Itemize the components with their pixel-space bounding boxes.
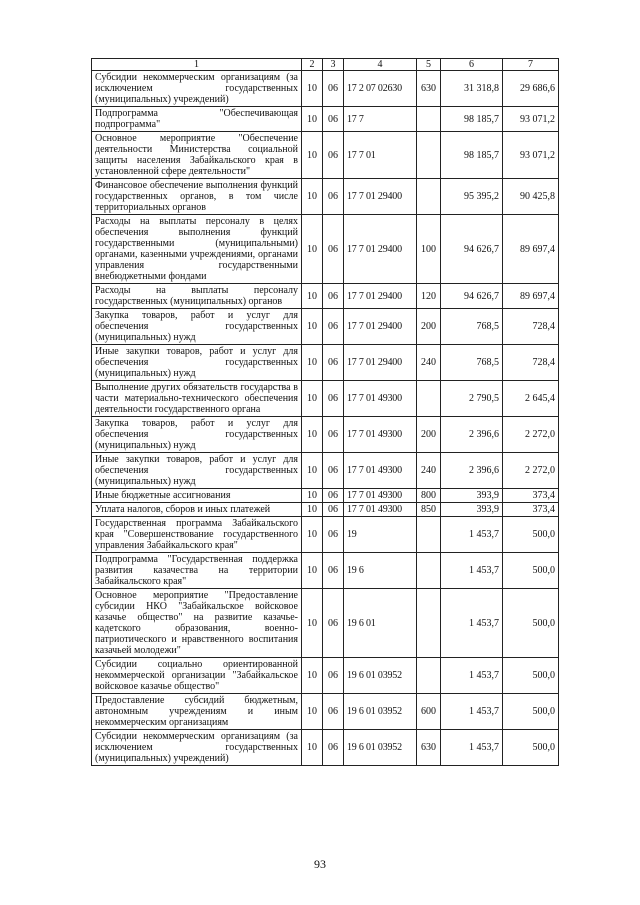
target-article-code-cell: 17 7 01 29400 xyxy=(344,345,417,381)
section-code-cell: 10 xyxy=(302,489,323,503)
amount-year2-cell: 89 697,4 xyxy=(503,215,559,284)
section-code-cell: 10 xyxy=(302,132,323,179)
table-row xyxy=(92,284,559,309)
amount-year1-cell: 2 396,6 xyxy=(441,453,503,489)
row-name-cell: Уплата налогов, сборов и иных платежей xyxy=(92,503,302,517)
column-header: 1 xyxy=(92,59,302,71)
section-code-cell: 10 xyxy=(302,730,323,766)
section-code-cell: 10 xyxy=(302,107,323,132)
section-code-cell: 10 xyxy=(302,417,323,453)
table-row xyxy=(92,107,559,132)
column-header: 6 xyxy=(441,59,503,71)
amount-year2-cell: 89 697,4 xyxy=(503,284,559,309)
expense-type-code-cell: 200 xyxy=(417,417,441,453)
row-name-cell: Подпрограмма "Обеспечивающая подпрограмма" xyxy=(92,107,302,132)
table-row xyxy=(92,215,559,284)
section-code-cell: 10 xyxy=(302,284,323,309)
amount-year2-cell: 373,4 xyxy=(503,503,559,517)
row-name-cell: Расходы на выплаты персоналу в целях обеспечения выполнения функций государственными (муниципальными) органами, казенными учреждениями, органами управления государственными внебюджетными фондами xyxy=(92,215,302,284)
amount-year2-cell: 500,0 xyxy=(503,658,559,694)
table-row xyxy=(92,503,559,517)
expense-type-code-cell xyxy=(417,517,441,553)
expense-type-code-cell xyxy=(417,179,441,215)
amount-year1-cell: 1 453,7 xyxy=(441,553,503,589)
row-name-cell: Закупка товаров, работ и услуг для обеспечения государственных (муниципальных) нужд xyxy=(92,417,302,453)
target-article-code-cell: 19 6 01 03952 xyxy=(344,658,417,694)
amount-year1-cell: 2 790,5 xyxy=(441,381,503,417)
amount-year2-cell: 2 272,0 xyxy=(503,453,559,489)
amount-year2-cell: 500,0 xyxy=(503,517,559,553)
column-header: 4 xyxy=(344,59,417,71)
expense-type-code-cell xyxy=(417,589,441,658)
section-code-cell: 10 xyxy=(302,553,323,589)
subsection-code-cell: 06 xyxy=(323,345,344,381)
subsection-code-cell: 06 xyxy=(323,381,344,417)
subsection-code-cell: 06 xyxy=(323,107,344,132)
amount-year1-cell: 768,5 xyxy=(441,309,503,345)
amount-year1-cell: 393,9 xyxy=(441,503,503,517)
target-article-code-cell: 17 7 01 29400 xyxy=(344,215,417,284)
subsection-code-cell: 06 xyxy=(323,132,344,179)
expense-type-code-cell: 100 xyxy=(417,215,441,284)
target-article-code-cell: 17 7 01 49300 xyxy=(344,453,417,489)
amount-year2-cell: 728,4 xyxy=(503,309,559,345)
target-article-code-cell: 17 7 01 49300 xyxy=(344,417,417,453)
target-article-code-cell: 17 7 01 49300 xyxy=(344,503,417,517)
subsection-code-cell: 06 xyxy=(323,694,344,730)
target-article-code-cell: 17 7 01 29400 xyxy=(344,179,417,215)
row-name-cell: Финансовое обеспечение выполнения функций государственных органов, в том числе территориальных органов xyxy=(92,179,302,215)
row-name-cell: Выполнение других обязательств государства в части материально-технического обеспечения деятельности государственного органа xyxy=(92,381,302,417)
target-article-code-cell: 19 6 01 03952 xyxy=(344,730,417,766)
column-header: 2 xyxy=(302,59,323,71)
target-article-code-cell: 19 6 xyxy=(344,553,417,589)
row-name-cell: Основное мероприятие "Обеспечение деятельности Министерства социальной защиты населения Забайкальского края в установленной сфере деятельности" xyxy=(92,132,302,179)
row-name-cell: Основное мероприятие "Предоставление субсидии НКО "Забайкальское войсковое казачье общество" на развитие казачье-кадетского образования, военно-патриотического и нравственного воспитания казачьей молодежи" xyxy=(92,589,302,658)
row-name-cell: Субсидии социально ориентированной некоммерческой организации "Забайкальское войсковое казачье общество" xyxy=(92,658,302,694)
subsection-code-cell: 06 xyxy=(323,284,344,309)
expense-type-code-cell: 630 xyxy=(417,730,441,766)
amount-year2-cell: 500,0 xyxy=(503,730,559,766)
row-name-cell: Иные бюджетные ассигнования xyxy=(92,489,302,503)
amount-year1-cell: 98 185,7 xyxy=(441,107,503,132)
amount-year1-cell: 94 626,7 xyxy=(441,215,503,284)
subsection-code-cell: 06 xyxy=(323,489,344,503)
table-row xyxy=(92,589,559,658)
target-article-code-cell: 17 7 01 29400 xyxy=(344,309,417,345)
amount-year1-cell: 95 395,2 xyxy=(441,179,503,215)
target-article-code-cell: 17 2 07 02630 xyxy=(344,71,417,107)
row-name-cell: Предоставление субсидий бюджетным, автономным учреждениям и иным некоммерческим организациям xyxy=(92,694,302,730)
table-row xyxy=(92,381,559,417)
amount-year1-cell: 1 453,7 xyxy=(441,730,503,766)
table-row xyxy=(92,453,559,489)
expense-type-code-cell: 120 xyxy=(417,284,441,309)
row-name-cell: Иные закупки товаров, работ и услуг для обеспечения государственных (муниципальных) нужд xyxy=(92,345,302,381)
amount-year1-cell: 31 318,8 xyxy=(441,71,503,107)
subsection-code-cell: 06 xyxy=(323,453,344,489)
subsection-code-cell: 06 xyxy=(323,658,344,694)
row-name-cell: Закупка товаров, работ и услуг для обеспечения государственных (муниципальных) нужд xyxy=(92,309,302,345)
row-name-cell: Подпрограмма "Государственная поддержка развития казачества на территории Забайкальского края" xyxy=(92,553,302,589)
section-code-cell: 10 xyxy=(302,179,323,215)
expense-type-code-cell: 600 xyxy=(417,694,441,730)
amount-year1-cell: 768,5 xyxy=(441,345,503,381)
subsection-code-cell: 06 xyxy=(323,179,344,215)
section-code-cell: 10 xyxy=(302,345,323,381)
amount-year2-cell: 500,0 xyxy=(503,694,559,730)
section-code-cell: 10 xyxy=(302,589,323,658)
section-code-cell: 10 xyxy=(302,658,323,694)
table-row xyxy=(92,694,559,730)
target-article-code-cell: 19 xyxy=(344,517,417,553)
section-code-cell: 10 xyxy=(302,309,323,345)
row-name-cell: Субсидии некоммерческим организациям (за исключением государственных (муниципальных) учреждений) xyxy=(92,730,302,766)
table-row xyxy=(92,730,559,766)
table-row xyxy=(92,417,559,453)
subsection-code-cell: 06 xyxy=(323,730,344,766)
target-article-code-cell: 17 7 01 49300 xyxy=(344,489,417,503)
table-row xyxy=(92,71,559,107)
row-name-cell: Субсидии некоммерческим организациям (за исключением государственных (муниципальных) учреждений) xyxy=(92,71,302,107)
amount-year2-cell: 2 645,4 xyxy=(503,381,559,417)
table-row xyxy=(92,309,559,345)
amount-year2-cell: 2 272,0 xyxy=(503,417,559,453)
row-name-cell: Иные закупки товаров, работ и услуг для обеспечения государственных (муниципальных) нужд xyxy=(92,453,302,489)
expense-type-code-cell: 850 xyxy=(417,503,441,517)
target-article-code-cell: 17 7 01 49300 xyxy=(344,381,417,417)
column-header: 7 xyxy=(503,59,559,71)
column-header: 3 xyxy=(323,59,344,71)
amount-year1-cell: 1 453,7 xyxy=(441,658,503,694)
row-name-cell: Расходы на выплаты персоналу государственных (муниципальных) органов xyxy=(92,284,302,309)
subsection-code-cell: 06 xyxy=(323,503,344,517)
amount-year1-cell: 94 626,7 xyxy=(441,284,503,309)
table-row xyxy=(92,517,559,553)
amount-year2-cell: 29 686,6 xyxy=(503,71,559,107)
table-row xyxy=(92,179,559,215)
subsection-code-cell: 06 xyxy=(323,71,344,107)
expense-type-code-cell xyxy=(417,658,441,694)
table-row xyxy=(92,345,559,381)
expense-type-code-cell: 800 xyxy=(417,489,441,503)
table-row xyxy=(92,553,559,589)
expense-type-code-cell: 240 xyxy=(417,453,441,489)
expense-type-code-cell: 630 xyxy=(417,71,441,107)
amount-year1-cell: 393,9 xyxy=(441,489,503,503)
table-row xyxy=(92,489,559,503)
expense-type-code-cell xyxy=(417,107,441,132)
amount-year1-cell: 1 453,7 xyxy=(441,517,503,553)
amount-year2-cell: 90 425,8 xyxy=(503,179,559,215)
section-code-cell: 10 xyxy=(302,694,323,730)
target-article-code-cell: 19 6 01 xyxy=(344,589,417,658)
target-article-code-cell: 17 7 01 29400 xyxy=(344,284,417,309)
amount-year2-cell: 500,0 xyxy=(503,589,559,658)
section-code-cell: 10 xyxy=(302,453,323,489)
table-header-row xyxy=(92,59,559,71)
subsection-code-cell: 06 xyxy=(323,309,344,345)
table-row xyxy=(92,132,559,179)
subsection-code-cell: 06 xyxy=(323,215,344,284)
amount-year1-cell: 1 453,7 xyxy=(441,589,503,658)
amount-year2-cell: 93 071,2 xyxy=(503,107,559,132)
subsection-code-cell: 06 xyxy=(323,553,344,589)
section-code-cell: 10 xyxy=(302,503,323,517)
amount-year2-cell: 93 071,2 xyxy=(503,132,559,179)
subsection-code-cell: 06 xyxy=(323,417,344,453)
expense-type-code-cell xyxy=(417,132,441,179)
amount-year1-cell: 1 453,7 xyxy=(441,694,503,730)
column-header: 5 xyxy=(417,59,441,71)
expense-type-code-cell: 240 xyxy=(417,345,441,381)
target-article-code-cell: 19 6 01 03952 xyxy=(344,694,417,730)
expense-type-code-cell: 200 xyxy=(417,309,441,345)
amount-year1-cell: 2 396,6 xyxy=(441,417,503,453)
table-row xyxy=(92,658,559,694)
target-article-code-cell: 17 7 xyxy=(344,107,417,132)
table-body xyxy=(92,71,559,766)
expense-type-code-cell xyxy=(417,553,441,589)
section-code-cell: 10 xyxy=(302,381,323,417)
section-code-cell: 10 xyxy=(302,215,323,284)
amount-year1-cell: 98 185,7 xyxy=(441,132,503,179)
expense-type-code-cell xyxy=(417,381,441,417)
target-article-code-cell: 17 7 01 xyxy=(344,132,417,179)
section-code-cell: 10 xyxy=(302,517,323,553)
subsection-code-cell: 06 xyxy=(323,589,344,658)
amount-year2-cell: 500,0 xyxy=(503,553,559,589)
page-number: 93 xyxy=(314,857,326,871)
section-code-cell: 10 xyxy=(302,71,323,107)
amount-year2-cell: 373,4 xyxy=(503,489,559,503)
row-name-cell: Государственная программа Забайкальского края "Совершенствование государственного управления Забайкальского края" xyxy=(92,517,302,553)
amount-year2-cell: 728,4 xyxy=(503,345,559,381)
budget-table xyxy=(91,58,559,766)
subsection-code-cell: 06 xyxy=(323,517,344,553)
